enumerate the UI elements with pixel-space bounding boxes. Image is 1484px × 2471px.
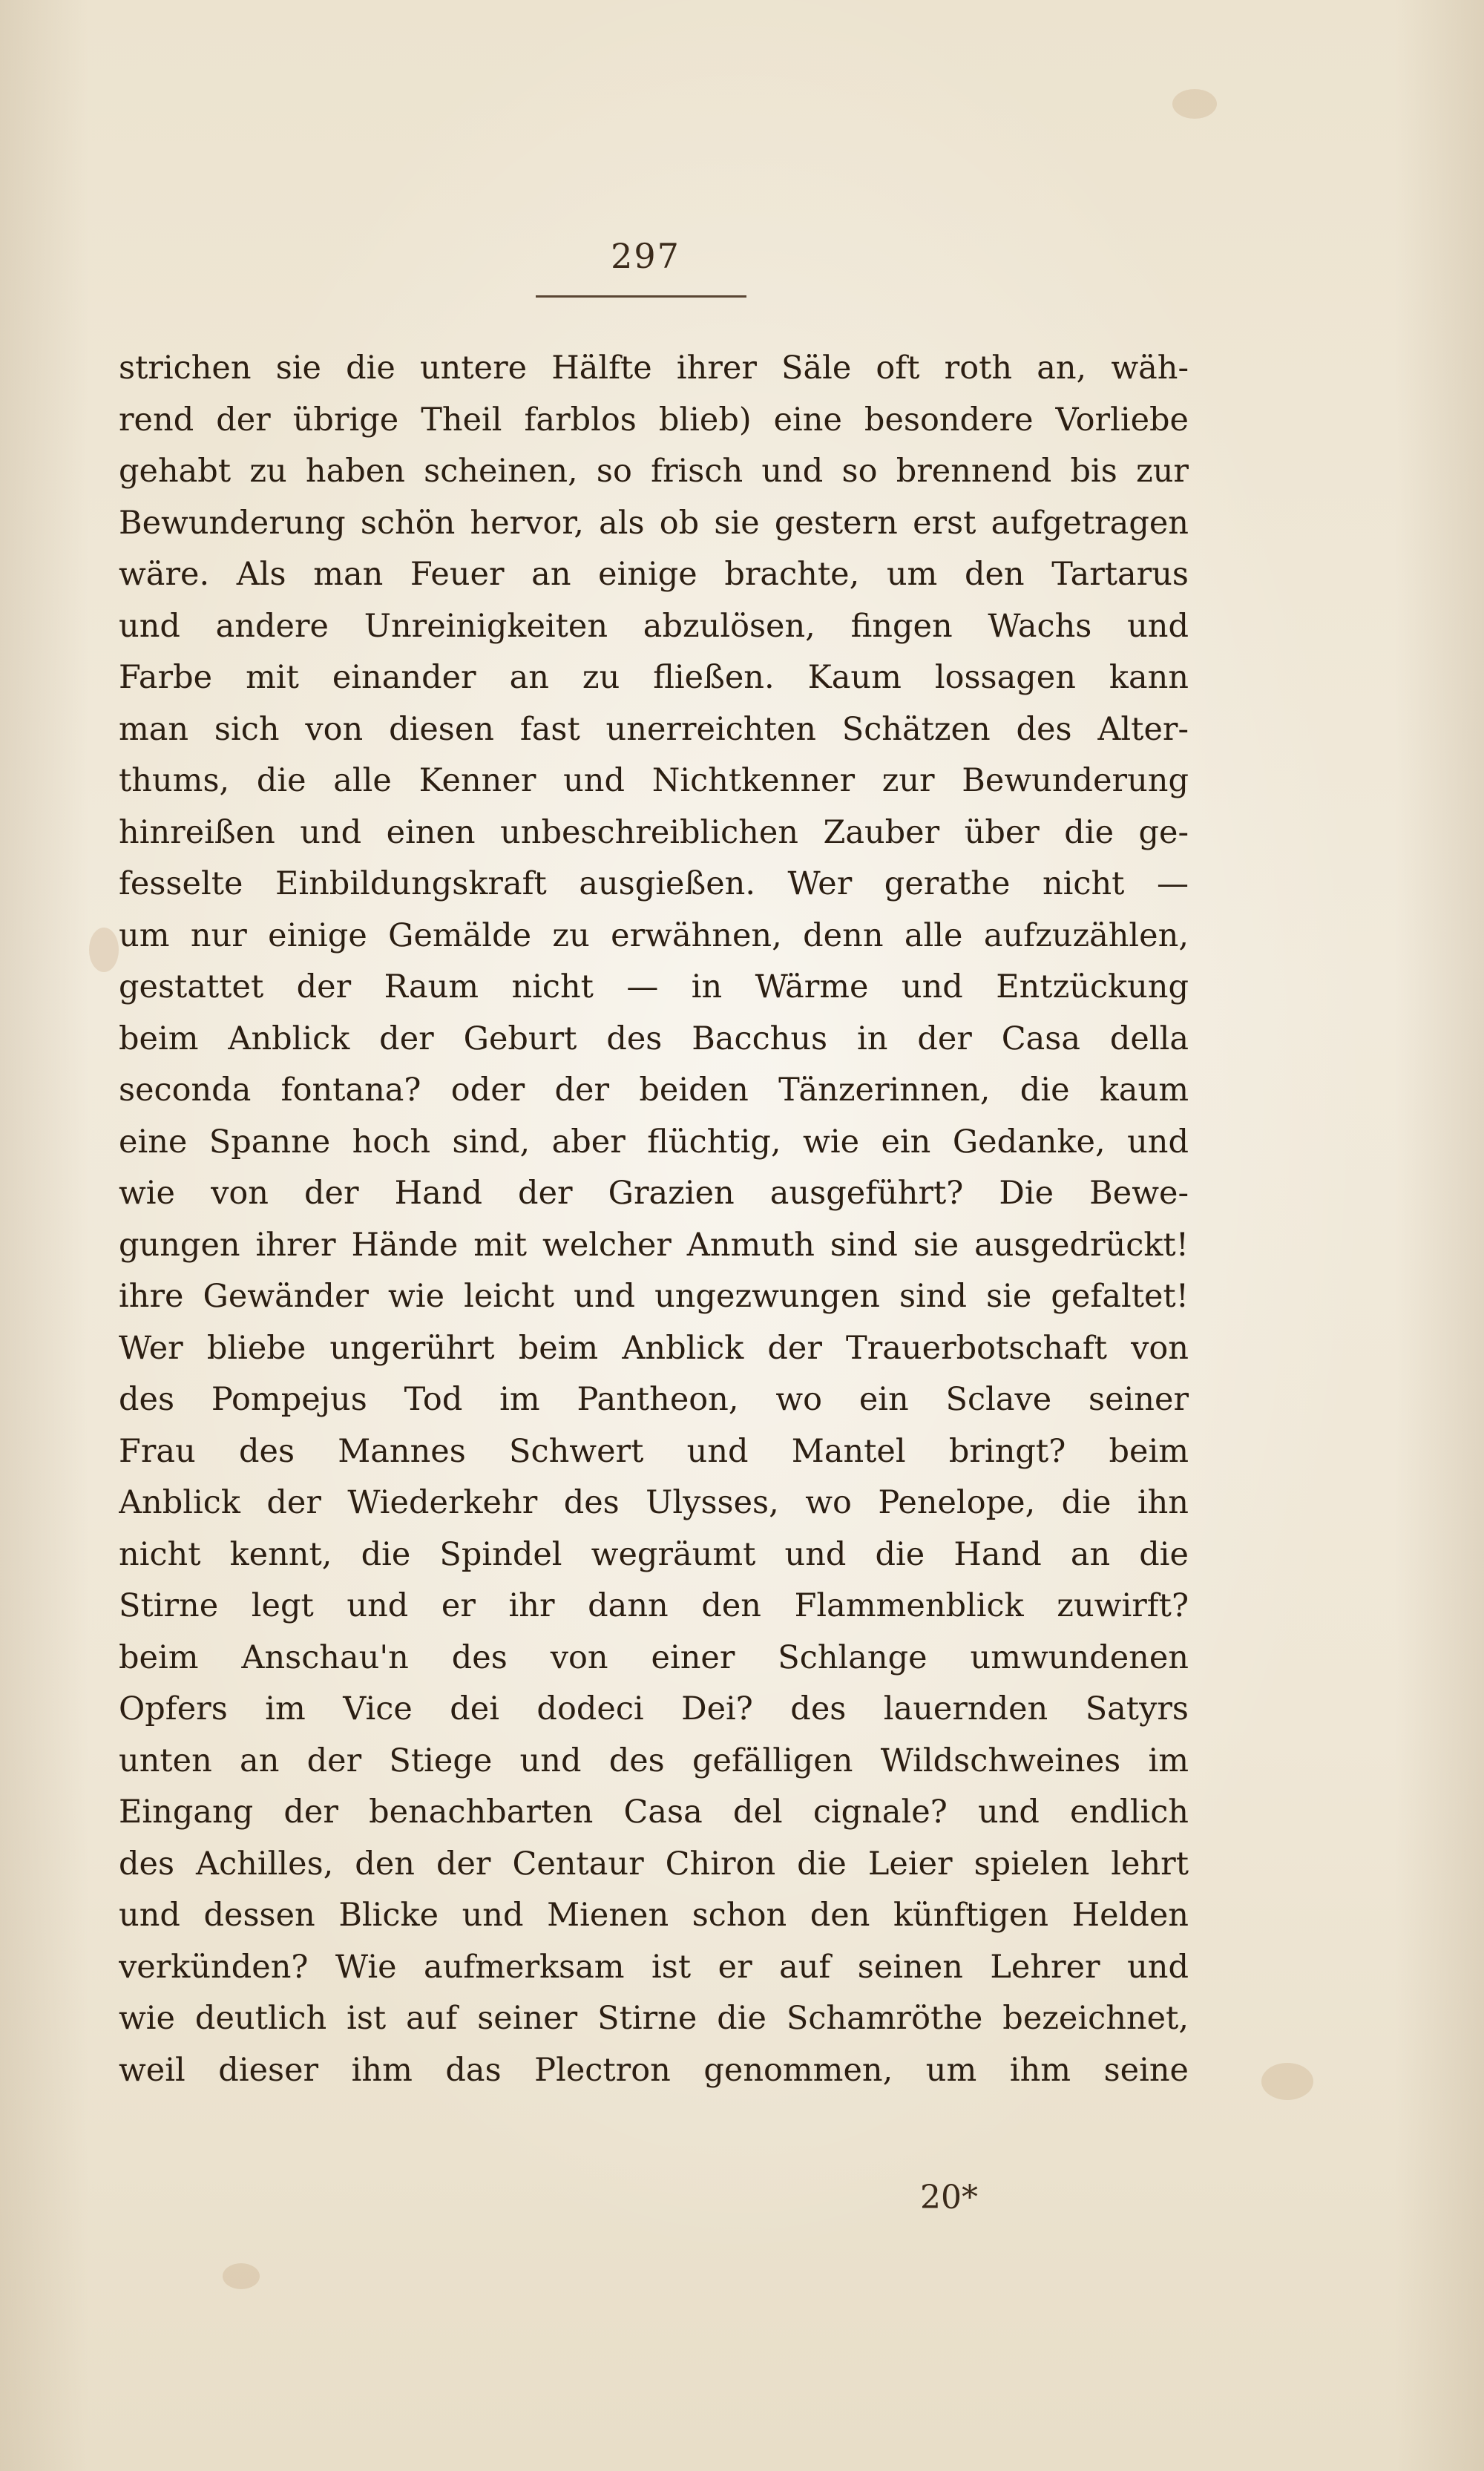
text-line: und andere Unreinigkeiten abzulösen, fingen Wachs und [119, 607, 1189, 645]
header-rule [536, 295, 746, 298]
paper-stain [223, 2263, 260, 2289]
text-line: und dessen Blicke und Mienen schon den künftigen Helden [119, 1897, 1189, 1934]
paper-stain [89, 928, 119, 972]
text-line: seconda fontana? oder der beiden Tänzerinnen, die kaum [119, 1072, 1189, 1109]
text-line: wie von der Hand der Grazien ausgeführt? Die Bewe- [119, 1175, 1189, 1212]
text-line: Wer bliebe ungerührt beim Anblick der Trauerbotschaft von [119, 1329, 1189, 1367]
text-line: gestattet der Raum nicht — in Wärme und Entzückung [119, 968, 1189, 1005]
text-line: strichen sie die untere Hälfte ihrer Säle oft roth an, wäh- [119, 350, 1189, 387]
text-line: Opfers im Vice dei dodeci Dei? des lauernden Satyrs [119, 1690, 1189, 1727]
text-line: wie deutlich ist auf seiner Stirne die Schamröthe bezeichnet, [119, 2000, 1189, 2037]
text-line: rend der übrige Theil farblos blieb) eine besondere Vorliebe [119, 401, 1189, 439]
text-line: hinreißen und einen unbeschreiblichen Zauber über die ge- [119, 813, 1189, 851]
signature-mark: 20* [920, 2179, 978, 2216]
text-line: unten an der Stiege und des gefälligen Wildschweines im [119, 1742, 1189, 1779]
text-line: gungen ihrer Hände mit welcher Anmuth sind sie ausgedrückt! [119, 1226, 1189, 1264]
page-number: 297 [611, 236, 680, 276]
text-line: Anblick der Wiederkehr des Ulysses, wo Penelope, die ihn [119, 1484, 1189, 1521]
paper-stain [1172, 89, 1217, 119]
text-line: ihre Gewänder wie leicht und ungezwungen sind sie gefaltet! [119, 1278, 1189, 1315]
text-line: fesselte Einbildungskraft ausgießen. Wer gerathe nicht — [119, 865, 1189, 902]
text-line: des Pompejus Tod im Pantheon, wo ein Sclave seiner [119, 1381, 1189, 1418]
text-line: Bewunderung schön hervor, als ob sie gestern erst aufgetragen [119, 504, 1189, 542]
text-line: Stirne legt und er ihr dann den Flammenblick zuwirft? [119, 1587, 1189, 1624]
text-line: verkünden? Wie aufmerksam ist er auf seinen Lehrer und [119, 1948, 1189, 1986]
text-line: Eingang der benachbarten Casa del cignale? und endlich [119, 1794, 1189, 1831]
text-line: nicht kennt, die Spindel wegräumt und die Hand an die [119, 1535, 1189, 1573]
text-line: beim Anblick der Geburt des Bacchus in der Casa della [119, 1020, 1189, 1057]
text-line: thums, die alle Kenner und Nichtkenner zur Bewunderung [119, 762, 1189, 799]
text-line: des Achilles, den der Centaur Chiron die Leier spielen lehrt [119, 1845, 1189, 1883]
text-line: um nur einige Gemälde zu erwähnen, denn alle aufzuzählen, [119, 916, 1189, 954]
text-line: Frau des Mannes Schwert und Mantel bringt? beim [119, 1432, 1189, 1470]
text-line: gehabt zu haben scheinen, so frisch und so brennend bis zur [119, 453, 1189, 490]
text-line: beim Anschau'n des von einer Schlange umwundenen [119, 1638, 1189, 1676]
text-line: man sich von diesen fast unerreichten Schätzen des Alter- [119, 710, 1189, 748]
text-line: Farbe mit einander an zu fließen. Kaum lossagen kann [119, 659, 1189, 696]
body-text [119, 343, 1189, 2096]
text-line: eine Spanne hoch sind, aber flüchtig, wie ein Gedanke, und [119, 1123, 1189, 1161]
text-line: wäre. Als man Feuer an einige brachte, um den Tartarus [119, 556, 1189, 593]
paper-stain [1261, 2063, 1313, 2100]
text-line: weil dieser ihm das Plectron genommen, um ihm seine [119, 2051, 1189, 2089]
